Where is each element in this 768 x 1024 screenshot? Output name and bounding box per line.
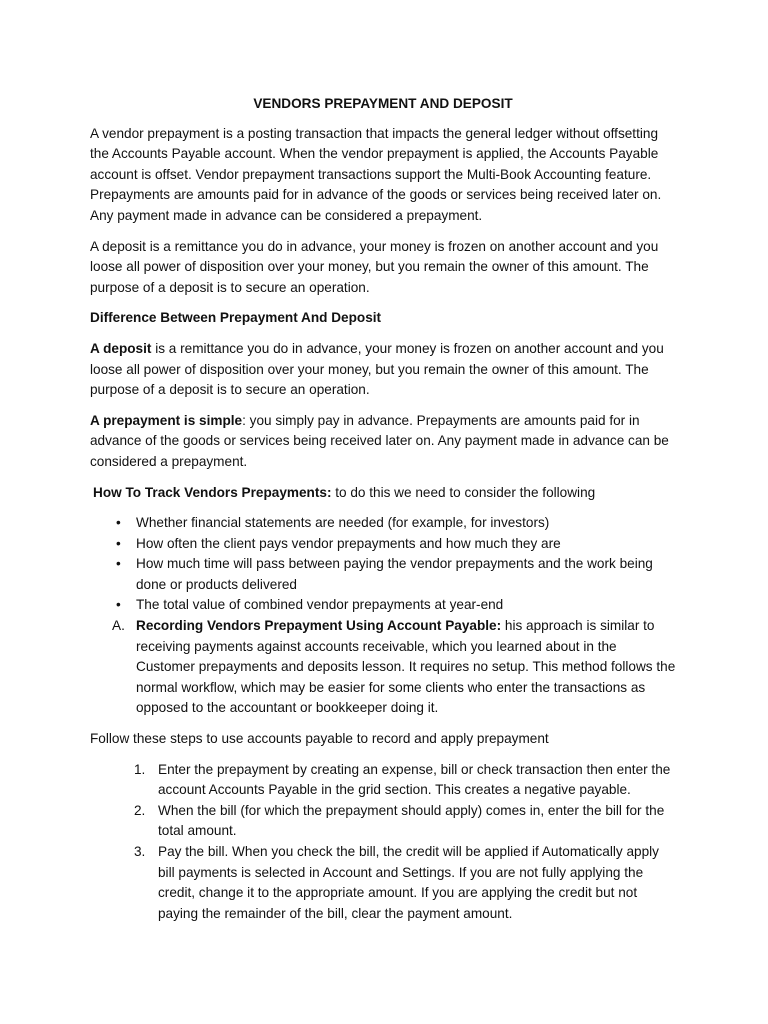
document-title: VENDORS PREPAYMENT AND DEPOSIT	[253, 96, 513, 111]
intro-paragraph-prepayment: A vendor prepayment is a posting transaction that impacts the general ledger without offsetting the Accounts Payable account. When the vendor prepayment is applied, the Accounts Payable account is offset. Vendor prepayment transactions support the Multi-Book Accounting feature. Prepayments are amounts paid for in advance of the goods or services being received later on. Any payment made in advance can be considered a prepayment.	[90, 125, 662, 223]
difference-heading: Difference Between Prepayment And Deposit	[90, 310, 382, 326]
list-item	[90, 616, 676, 719]
bullet-icon: •	[116, 597, 121, 613]
list-marker: A.	[112, 618, 125, 634]
track-text: to do this we need to consider the following	[331, 484, 596, 500]
deposit-definition	[90, 339, 676, 401]
list-item: 1. Enter the prepayment by creating an expense, bill or check transaction then enter the account Accounts Payable in the grid section. This creates a negative payable.	[134, 761, 671, 798]
steps-intro: Follow these steps to use accounts payable to record and apply prepayment	[90, 731, 549, 747]
recording-method-text: his approach is similar to receiving payments against accounts receivable, which you learned about in the Customer prepayments and deposits lesson. It requires no setup. This method follows the normal workflow, which may be easier for some clients who enter the transactions as opposed to the accountant or bookkeeper doing it.	[136, 618, 676, 716]
track-bullet-list	[90, 513, 676, 616]
deposit-text: is a remittance you do in advance, your money is frozen on another account and you loose all power of disposition over your money, but you remain the owner of this amount. The purpose of a deposit is to secure an operation.	[90, 340, 664, 398]
track-intro	[90, 483, 676, 504]
prepayment-definition	[90, 411, 676, 473]
list-marker: 2.	[134, 802, 146, 818]
recording-method-lead: Recording Vendors Prepayment Using Account Payable:	[136, 618, 502, 634]
list-item: • How often the client pays vendor prepayments and how much they are	[90, 534, 676, 555]
steps-list	[90, 760, 676, 925]
bullet-icon: •	[116, 556, 121, 572]
prepayment-lead: A prepayment is simple	[90, 412, 243, 428]
list-item: • Whether financial statements are needed (for example, for investors)	[90, 513, 676, 534]
bullet-icon: •	[116, 535, 121, 551]
list-item: • The total value of combined vendor prepayments at year-end	[90, 595, 676, 616]
deposit-lead: A deposit	[90, 340, 152, 356]
list-marker: 1.	[134, 761, 146, 777]
prepayment-text: : you simply pay in advance. Prepayments are amounts paid for in advance of the goods or services being received later on. Any payment made in advance can be considered a prepayment.	[90, 412, 669, 469]
track-lead: How To Track Vendors Prepayments:	[93, 484, 332, 500]
list-item: 3. Pay the bill. When you check the bill, the credit will be applied if Automatically apply bill payments is selected in Account and Settings. If you are not fully applying the credit, change it to the appropriate amount. If you are applying the credit but not paying the remainder of the bill, clear the payment amount.	[134, 844, 659, 921]
list-marker: 3.	[134, 844, 146, 859]
list-item: 2. When the bill (for which the prepayment should apply) comes in, enter the bill for the total amount.	[134, 802, 665, 839]
list-item: • How much time will pass between paying the vendor prepayments and the work being done or products delivered	[116, 556, 653, 592]
recording-method-list	[90, 616, 676, 719]
intro-paragraph-deposit: A deposit is a remittance you do in advance, your money is frozen on another account and you loose all power of disposition over your money, but you remain the owner of this amount. The purpose of a deposit is to secure an operation.	[90, 238, 659, 295]
bullet-icon: •	[116, 515, 121, 531]
